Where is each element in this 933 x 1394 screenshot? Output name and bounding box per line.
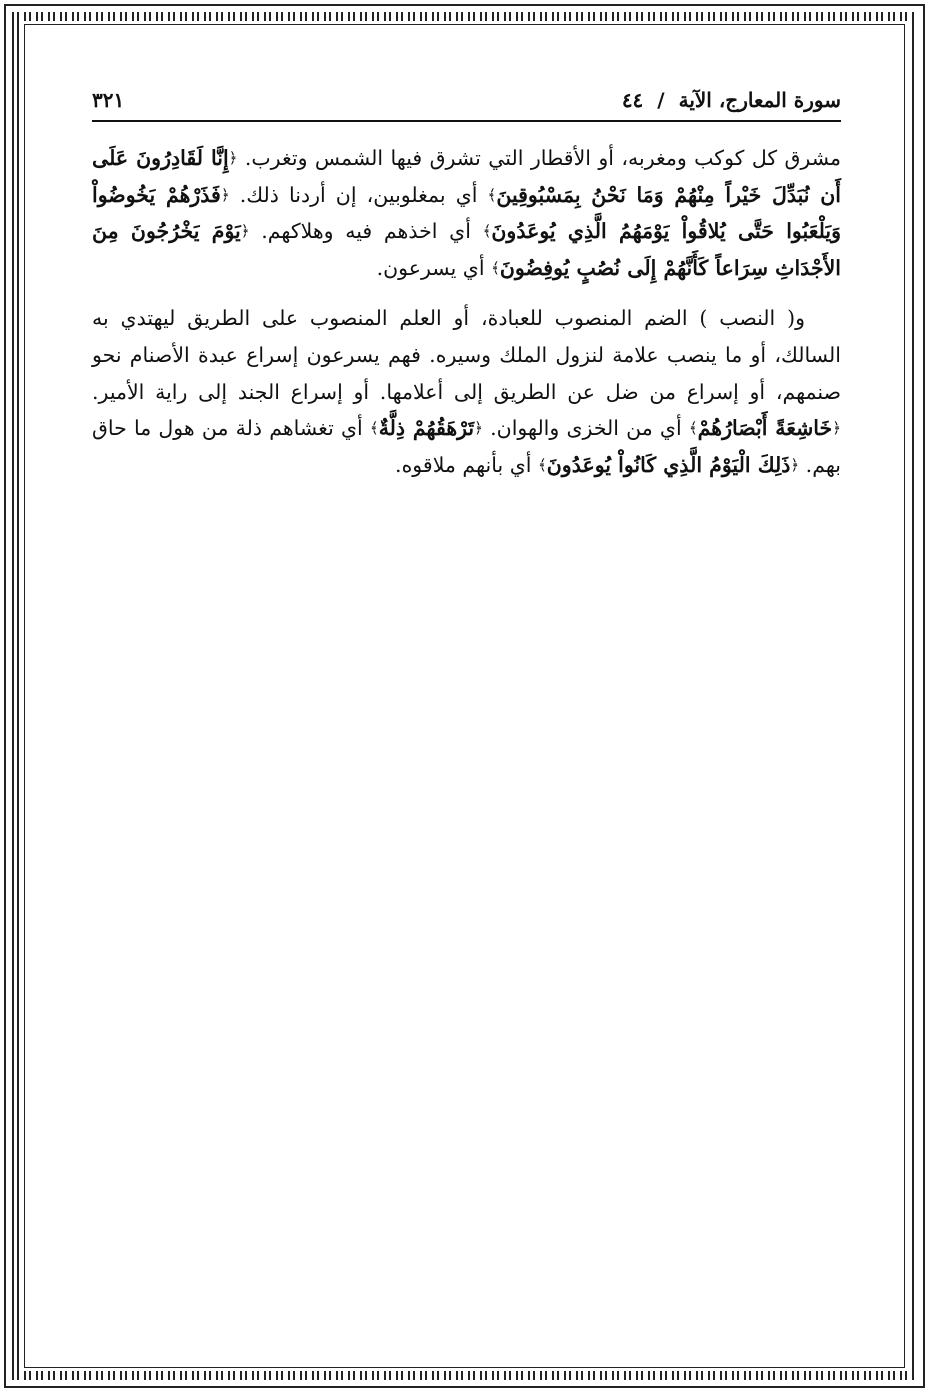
- ornate-bracket: ﴾: [482, 222, 492, 241]
- ornate-bracket: ﴿: [832, 419, 842, 438]
- ornate-bracket: ﴾: [369, 419, 379, 438]
- commentary-text: أي اخذهم فيه وهلاكهم.: [249, 219, 483, 244]
- paragraph: [92, 300, 841, 483]
- commentary-text: أي تغشاهم ذلة من هول ما حاق بهم.: [92, 416, 841, 477]
- ornate-bracket: ﴿: [474, 419, 483, 438]
- commentary-text: أي من الخزى والهوان.: [482, 416, 689, 441]
- commentary-text: أي بأنهم ملاقوه.: [395, 452, 538, 477]
- quran-verse: تَرْهَقُهُمْ ذِلَّةٌ: [378, 416, 475, 441]
- ornate-bracket: ﴿: [228, 149, 238, 167]
- quran-verse: خَاشِعَةً أَبْصَارُهُمْ: [697, 416, 833, 441]
- quran-verse: يَوْمَ يَخْرُجُونَ مِنَ الأَجْدَاثِ سِرَاعاً كَأَنَّهُمْ إِلَى نُصُبٍ يُوفِضُونَ: [92, 219, 841, 280]
- ornate-bracket: ﴾: [537, 455, 547, 474]
- ornate-bracket: ﴾: [688, 419, 698, 438]
- ornate-bracket: ﴿: [220, 185, 230, 204]
- page-body: [92, 140, 841, 497]
- title-separator: /: [657, 88, 665, 112]
- commentary-text: مشرق كل كوكب ومغربه، أو الأقطار التي تشرق فيها الشمس وتغرب.: [237, 146, 841, 170]
- verse-number: ٤٤: [621, 88, 644, 112]
- page-number: ٣٢١: [92, 88, 125, 112]
- commentary-text: و( النصب ) الضم المنصوب للعبادة، أو العلم المنصوب على الطريق ليهتدي به السالك، أو ما ينصب علامة لنزول الملك وسيره. فهم يسرعون إسراع عبدة الأصنام نحو صنمهم، أو إسراع من ضل عن الطريق إلى أعلامها. أو إسراع الجند إلى راية الأمير.: [92, 306, 841, 404]
- commentary-text: أي بمغلوبين، إن أردنا ذلك.: [229, 182, 488, 207]
- ornate-bracket: ﴾: [491, 258, 500, 277]
- surah-title: سورة المعارج، الآية: [678, 88, 841, 112]
- ornate-bracket: ﴾: [487, 185, 497, 204]
- ornate-bracket: ﴿: [790, 455, 800, 474]
- ornate-bracket: ﴿: [240, 222, 250, 241]
- header-title: [622, 88, 841, 112]
- paragraph: [92, 140, 841, 286]
- quran-verse: فَذَرْهُمْ يَخُوضُواْ وَيَلْعَبُوا حَتَّى يُلاقُواْ يَوْمَهُمُ الَّذِي يُوعَدُونَ: [92, 182, 841, 244]
- quran-verse: إِنَّا لَقَادِرُونَ عَلَى أَن نُبَدِّلَ خَيْراً مِنْهُمْ وَمَا نَحْنُ بِمَسْبُوقِينَ: [92, 146, 841, 207]
- quran-verse: ذَلِكَ الْيَوْمُ الَّذِي كَانُواْ يُوعَدُونَ: [546, 452, 791, 477]
- page-header: [92, 80, 841, 122]
- commentary-text: أي يسرعون.: [376, 255, 492, 280]
